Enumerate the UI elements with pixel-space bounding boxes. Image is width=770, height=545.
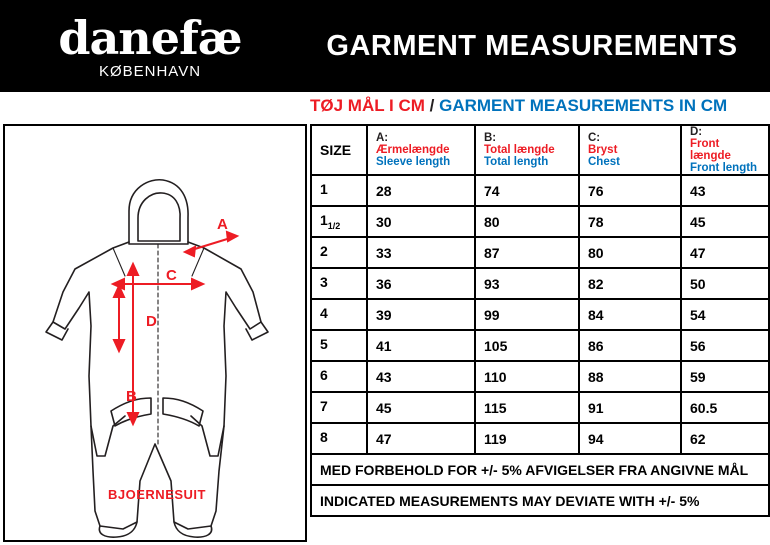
- header-col-a-en: Sleeve length: [376, 156, 451, 168]
- label-d: D: [146, 313, 157, 330]
- page-header: [0, 0, 770, 92]
- cell-c: 91: [579, 392, 681, 423]
- header-col-d-dk: Front længde: [690, 138, 731, 162]
- cell-size: 2: [311, 237, 367, 268]
- subtitle-danish: TØJ MÅL I CM: [310, 96, 425, 115]
- header-size: SIZE: [311, 125, 367, 175]
- header-col-c-en: Chest: [588, 156, 620, 168]
- garment-caption: BJOERNESUIT: [108, 487, 206, 502]
- page-title: GARMENT MEASUREMENTS: [326, 29, 738, 62]
- cell-c: 84: [579, 299, 681, 330]
- cell-size: $1_{1/2}$: [311, 206, 367, 237]
- cell-b: 93: [475, 268, 579, 299]
- cell-size: 5: [311, 330, 367, 361]
- cell-a: 28: [367, 175, 475, 206]
- cell-b: 99: [475, 299, 579, 330]
- table-header-row: [311, 125, 769, 175]
- cell-d: 54: [681, 299, 769, 330]
- brand-logo: [0, 10, 300, 80]
- note-danish: MED FORBEHOLD FOR +/- 5% AFVIGELSER FRA ANGIVNE MÅL: [311, 454, 769, 485]
- cell-d: 50: [681, 268, 769, 299]
- label-a: A: [217, 216, 228, 233]
- cell-d: 60.5: [681, 392, 769, 423]
- subtitle: [310, 96, 770, 122]
- cell-c: 94: [579, 423, 681, 454]
- subtitle-english: GARMENT MEASUREMENTS IN CM: [439, 96, 728, 115]
- header-col-c-dk: Bryst: [588, 144, 618, 156]
- table-row: [311, 175, 769, 206]
- header-col-b-dk: Total længde: [484, 144, 555, 156]
- measurements-table-wrap: [310, 124, 768, 517]
- cell-a: 45: [367, 392, 475, 423]
- cell-a: 41: [367, 330, 475, 361]
- snowsuit-diagram: [5, 126, 305, 540]
- table-row: [311, 268, 769, 299]
- table-row: [311, 237, 769, 268]
- cell-c: 78: [579, 206, 681, 237]
- note-row-danish: [311, 454, 769, 485]
- header-col-d-en: Front length: [690, 162, 758, 174]
- cell-d: 43: [681, 175, 769, 206]
- cell-c: 82: [579, 268, 681, 299]
- header-col-a-key: A:: [376, 132, 389, 144]
- cell-a: 43: [367, 361, 475, 392]
- header-col-d-key: D:: [690, 126, 703, 138]
- brand-subtitle: KØBENHAVN: [98, 62, 202, 80]
- table-row: [311, 206, 769, 237]
- cell-c: 80: [579, 237, 681, 268]
- cell-a: 36: [367, 268, 475, 299]
- label-b: B: [126, 388, 137, 405]
- header-col-c: [579, 125, 681, 175]
- cell-b: 110: [475, 361, 579, 392]
- cell-a: 39: [367, 299, 475, 330]
- cell-d: 47: [681, 237, 769, 268]
- cell-a: 30: [367, 206, 475, 237]
- cell-b: 105: [475, 330, 579, 361]
- table-row: [311, 361, 769, 392]
- cell-size: 8: [311, 423, 367, 454]
- cell-c: 88: [579, 361, 681, 392]
- subtitle-separator: /: [424, 96, 440, 115]
- note-row-english: [311, 485, 769, 516]
- header-col-a: [367, 125, 475, 175]
- cell-d: 62: [681, 423, 769, 454]
- cell-b: 119: [475, 423, 579, 454]
- brand-name: danefæ: [58, 10, 242, 65]
- header-col-b: [475, 125, 579, 175]
- table-row: [311, 392, 769, 423]
- cell-b: 115: [475, 392, 579, 423]
- header-col-a-dk: Ærmelængde: [376, 144, 450, 156]
- header-col-c-key: C:: [588, 132, 601, 144]
- cell-size: 3: [311, 268, 367, 299]
- cell-b: 87: [475, 237, 579, 268]
- label-c: C: [166, 267, 177, 284]
- cell-size: 7: [311, 392, 367, 423]
- cell-d: 45: [681, 206, 769, 237]
- cell-c: 86: [579, 330, 681, 361]
- header-col-b-en: Total length: [484, 156, 549, 168]
- cell-c: 76: [579, 175, 681, 206]
- garment-illustration-panel: [3, 124, 307, 542]
- cell-size: 1: [311, 175, 367, 206]
- cell-b: 80: [475, 206, 579, 237]
- cell-d: 56: [681, 330, 769, 361]
- header-col-d: [681, 125, 769, 175]
- table-row: [311, 299, 769, 330]
- table-row: [311, 423, 769, 454]
- measurements-table: [310, 124, 770, 517]
- cell-a: 33: [367, 237, 475, 268]
- cell-size: 4: [311, 299, 367, 330]
- cell-d: 59: [681, 361, 769, 392]
- cell-size: 6: [311, 361, 367, 392]
- cell-b: 74: [475, 175, 579, 206]
- header-col-b-key: B:: [484, 132, 497, 144]
- cell-a: 47: [367, 423, 475, 454]
- note-english: INDICATED MEASUREMENTS MAY DEVIATE WITH +/- 5%: [311, 485, 769, 516]
- table-row: [311, 330, 769, 361]
